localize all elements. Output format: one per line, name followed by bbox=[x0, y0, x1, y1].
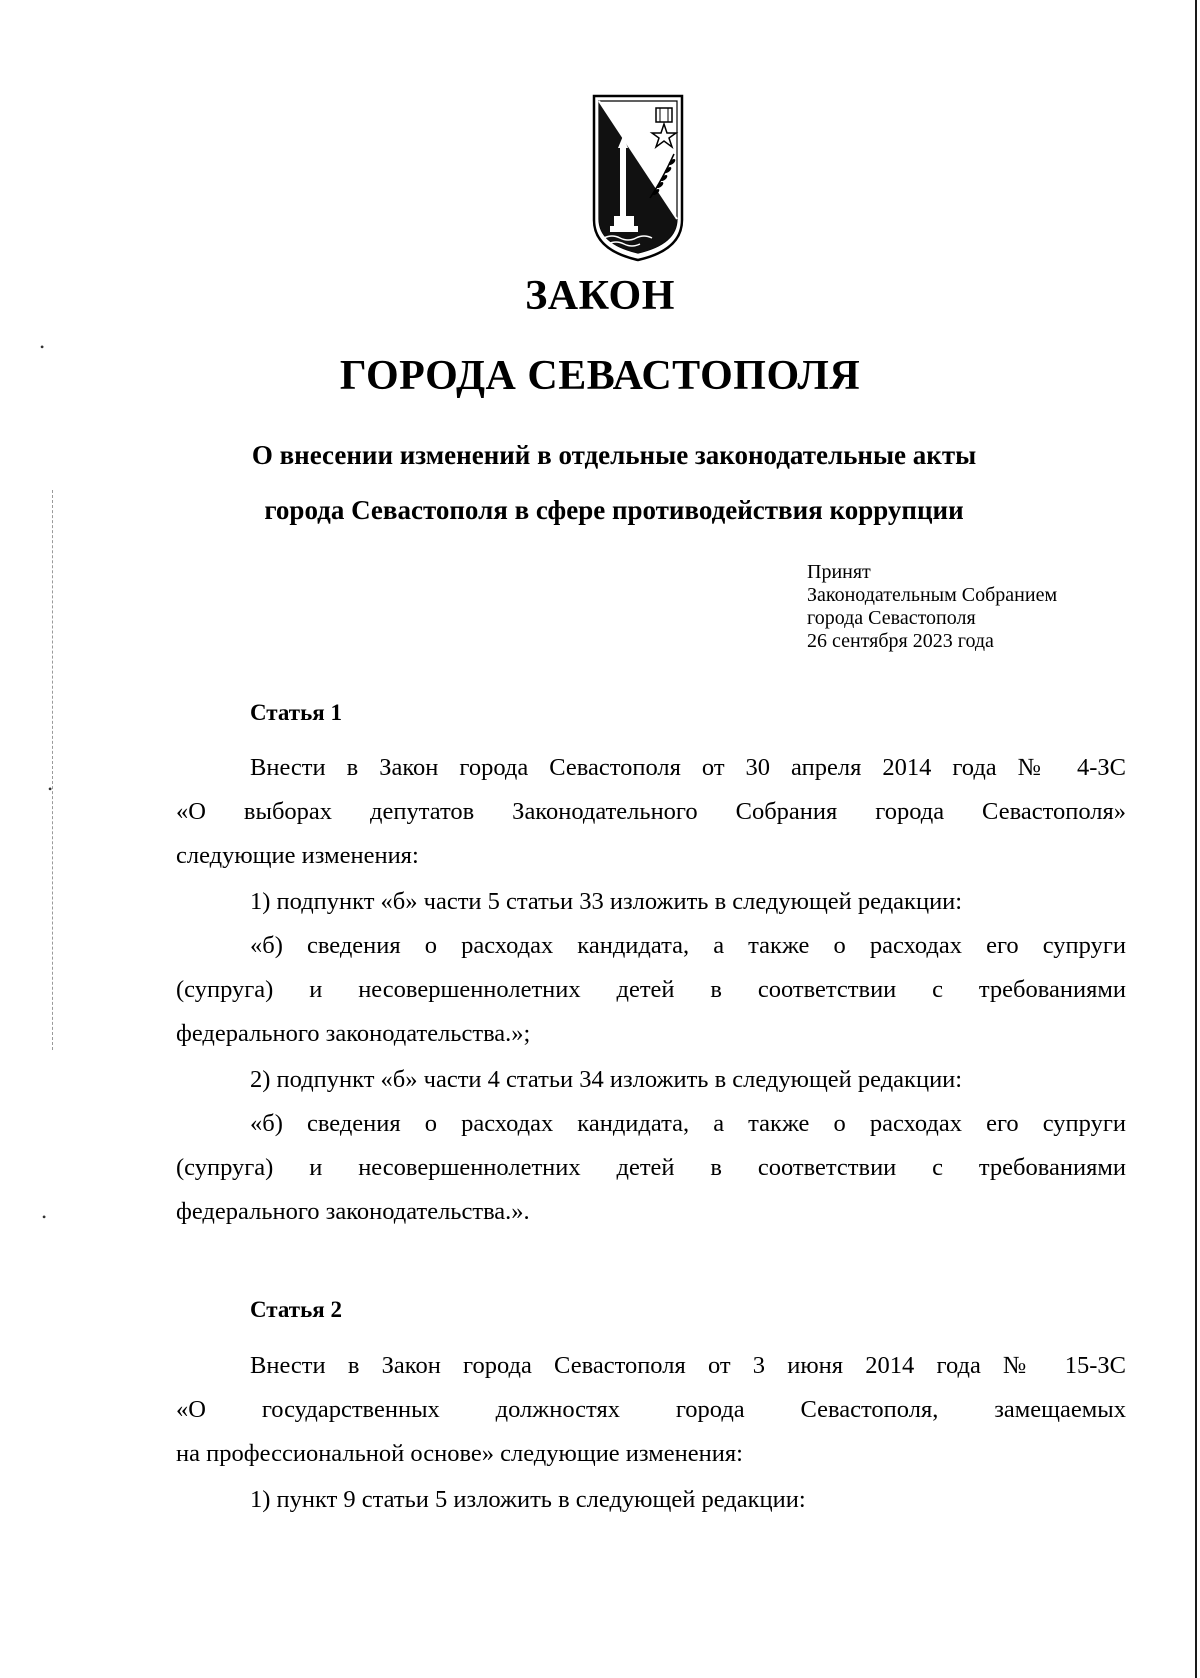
article-1-item-1 bbox=[176, 880, 1126, 924]
text-line: Внести в Закон города Севастополя от 30 апреля 2014 года № 4-ЗС bbox=[250, 754, 1126, 781]
article-1-item-2-text bbox=[176, 1102, 1126, 1234]
adoption-line: Принят bbox=[807, 561, 871, 583]
text-line: «б) сведения о расходах кандидата, а также о расходах его супруги bbox=[250, 1110, 1126, 1137]
text-line: (супруга) и несовершеннолетних детей в соответствии с требованиями bbox=[176, 976, 1126, 1003]
article-2-heading[interactable]: Статья 2 bbox=[250, 1297, 342, 1322]
text-line: следующие изменения: bbox=[176, 842, 419, 869]
text-line: на профессиональной основе» следующие изменения: bbox=[176, 1440, 743, 1467]
adoption-note bbox=[807, 561, 1057, 653]
article-1-item-1-text bbox=[176, 924, 1126, 1056]
law-subject-line-1: О внесении изменений в отдельные законодательные акты bbox=[251, 440, 977, 470]
article-1-intro bbox=[176, 746, 1126, 878]
text-line: 1) пункт 9 статьи 5 изложить в следующей редакции: bbox=[250, 1486, 806, 1513]
text-line: федерального законодательства.». bbox=[176, 1198, 530, 1225]
adoption-line: Законодательным Собранием bbox=[807, 584, 1058, 606]
law-city-title: ГОРОДА СЕВАСТОПОЛЯ bbox=[339, 353, 861, 399]
text-line: «О выборах депутатов Законодательного Собрания города Севастополя» bbox=[176, 798, 1126, 825]
scan-binding-marks bbox=[52, 490, 55, 1050]
article-1-item-2 bbox=[176, 1058, 1126, 1102]
adoption-line: города Севастополя bbox=[807, 607, 976, 629]
article-2-item-1 bbox=[176, 1478, 1126, 1522]
scan-speck: • bbox=[40, 340, 45, 354]
adoption-date: 26 сентября 2023 года bbox=[807, 630, 994, 652]
text-line: Внести в Закон города Севастополя от 3 июня 2014 года № 15-ЗС bbox=[250, 1352, 1126, 1379]
text-line: (супруга) и несовершеннолетних детей в соответствии с требованиями bbox=[176, 1154, 1126, 1181]
text-line: 2) подпункт «б» части 4 статьи 34 изложить в следующей редакции: bbox=[250, 1066, 963, 1093]
scan-edge bbox=[1195, 0, 1197, 1678]
coat-of-arms-emblem bbox=[590, 92, 686, 264]
scan-speck: • bbox=[42, 1210, 47, 1224]
article-2-intro bbox=[176, 1344, 1126, 1476]
scan-speck: • bbox=[48, 782, 53, 796]
text-line: «б) сведения о расходах кандидата, а также о расходах его супруги bbox=[250, 932, 1126, 959]
text-line: федерального законодательства.»; bbox=[176, 1020, 531, 1047]
text-line: 1) подпункт «б» части 5 статьи 33 изложить в следующей редакции: bbox=[250, 888, 963, 915]
law-title: ЗАКОН bbox=[525, 273, 675, 319]
article-1-heading[interactable]: Статья 1 bbox=[250, 700, 342, 725]
text-line: «О государственных должностях города Севастополя, замещаемых bbox=[176, 1396, 1126, 1423]
law-subject-line-2: города Севастополя в сфере противодействия коррупции bbox=[264, 495, 964, 525]
